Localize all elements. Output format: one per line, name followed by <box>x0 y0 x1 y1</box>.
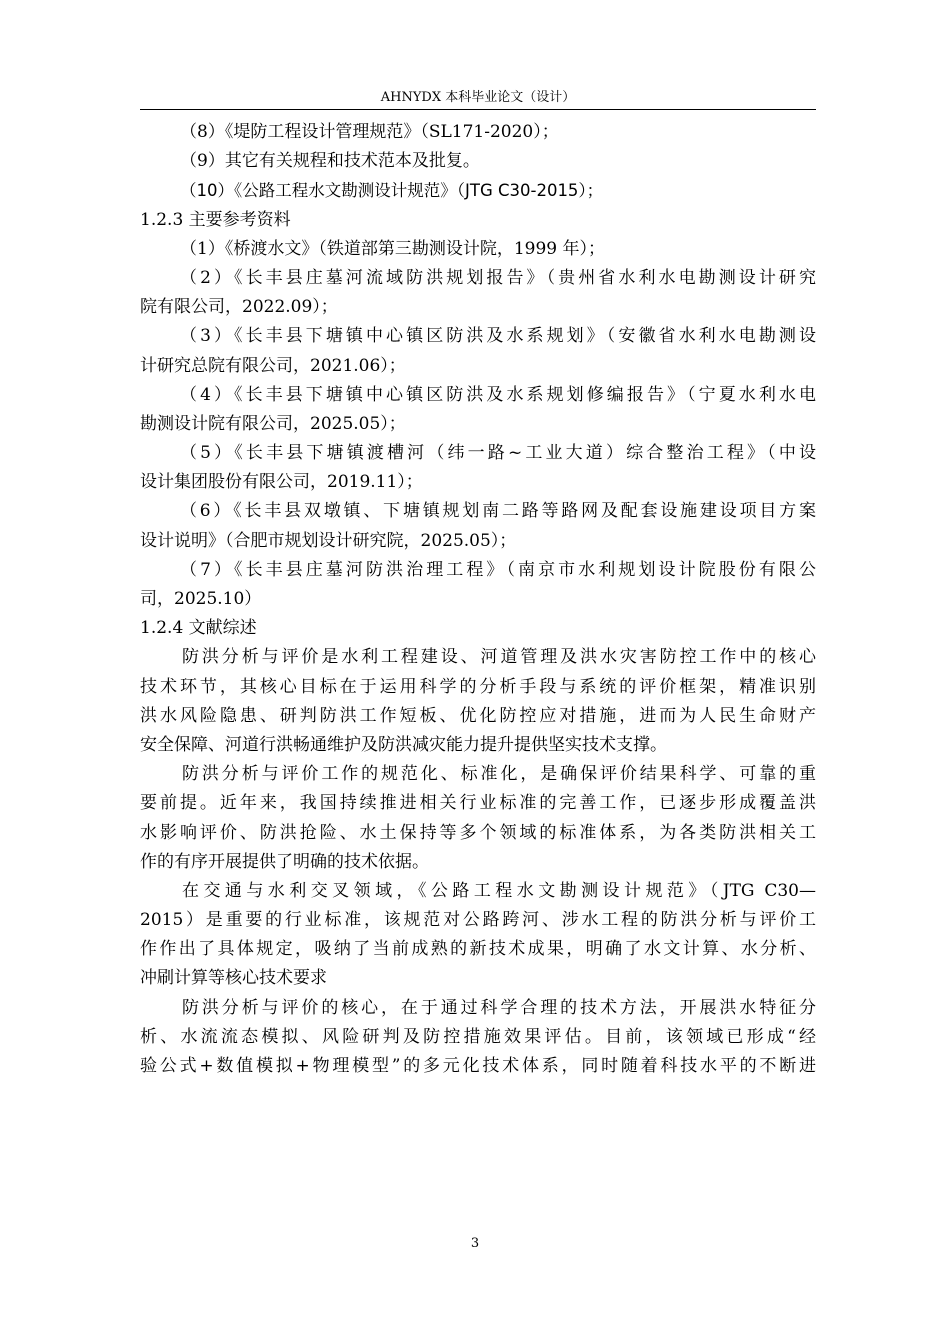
text-line: 计研究总院有限公司，2021.06）； <box>140 355 406 376</box>
page-number: 3 <box>470 1236 480 1251</box>
text-line: （6）《长丰县双墩镇、下塘镇规划南二路等路网及配套设施建设项目方案 <box>180 501 816 522</box>
text-line: （5）《长丰县下塘镇渡槽河（纬一路~工业大道）综合整治工程》（中设 <box>180 443 816 464</box>
text-line: 作的有序开展提供了明确的技术依据。 <box>140 851 429 872</box>
text-line: 防洪分析与评价的核心，在于通过科学合理的技术方法，开展洪水特征分 <box>182 997 816 1018</box>
text-line: 在交通与水利交叉领域，《公路工程水文勘测设计规范》（JTG C30— <box>182 880 816 901</box>
text-line: （10）《公路工程水文勘测设计规范》（JTG C30-2015）； <box>180 181 604 201</box>
text-line: （2）《长丰县庄墓河流域防洪规划报告》（贵州省水利水电勘测设计研究 <box>180 267 816 288</box>
text-line: （3）《长丰县下塘镇中心镇区防洪及水系规划》（安徽省水利水电勘测设 <box>180 326 816 347</box>
text-line: 防洪分析与评价是水利工程建设、河道管理及洪水灾害防控工作中的核心 <box>182 647 816 668</box>
text-line: （4）《长丰县下塘镇中心镇区防洪及水系规划修编报告》（宁夏水利水电 <box>180 384 816 405</box>
text-line: 1.2.4 文献综述 <box>140 618 257 639</box>
header-rule <box>140 109 816 110</box>
text-line: （9）其它有关规程和技术范本及批复。 <box>180 151 480 172</box>
text-line: 安全保障、河道行洪畅通维护及防洪减灾能力提升提供坚实技术支撑。 <box>140 734 667 755</box>
text-line: （8）《堤防工程设计管理规范》（SL171-2020）； <box>180 122 559 142</box>
document-body <box>140 118 816 1081</box>
text-line: （7）《长丰县庄墓河防洪治理工程》（南京市水利规划设计院股份有限公 <box>180 559 816 580</box>
text-line: 勘测设计院有限公司，2025.05）； <box>140 413 406 434</box>
text-line: 1.2.3 主要参考资料 <box>140 209 291 230</box>
text-line: 洪水风险隐患、研判防洪工作短板、优化防控应对措施，进而为人民生命财产 <box>140 705 816 726</box>
running-header: AHNYDX 本科毕业论文（设计） <box>380 90 576 105</box>
text-line: 司，2025.10） <box>140 589 262 609</box>
text-line: 冲刷计算等核心技术要求 <box>140 968 327 989</box>
text-line: 院有限公司，2022.09）； <box>140 297 338 318</box>
text-line: （1）《桥渡水文》（铁道部第三勘测设计院，1999 年）； <box>180 238 605 259</box>
text-line: 验公式+数值模拟+物理模型”的多元化技术体系，同时随着科技水平的不断进 <box>140 1056 816 1076</box>
text-line: 作作出了具体规定，吸纳了当前成熟的新技术成果，明确了水文计算、水分析、 <box>140 939 816 960</box>
text-line: 2015）是重要的行业标准，该规范对公路跨河、涉水工程的防洪分析与评价工 <box>140 910 816 931</box>
text-line: 防洪分析与评价工作的规范化、标准化，是确保评价结果科学、可靠的重 <box>182 764 816 785</box>
text-line: 设计说明》（合肥市规划设计研究院，2025.05）； <box>140 530 517 551</box>
text-line: 要前提。近年来，我国持续推进相关行业标准的完善工作，已逐步形成覆盖洪 <box>140 793 816 814</box>
text-line: 技术环节，其核心目标在于运用科学的分析手段与系统的评价框架，精准识别 <box>140 676 816 697</box>
text-line: 析、水流流态模拟、风险研判及防控措施效果评估。目前，该领域已形成“经 <box>140 1026 816 1047</box>
text-line: 设计集团股份有限公司，2019.11）； <box>140 472 423 493</box>
text-line: 水影响评价、防洪抢险、水土保持等多个领域的标准体系，为各类防洪相关工 <box>140 822 816 843</box>
